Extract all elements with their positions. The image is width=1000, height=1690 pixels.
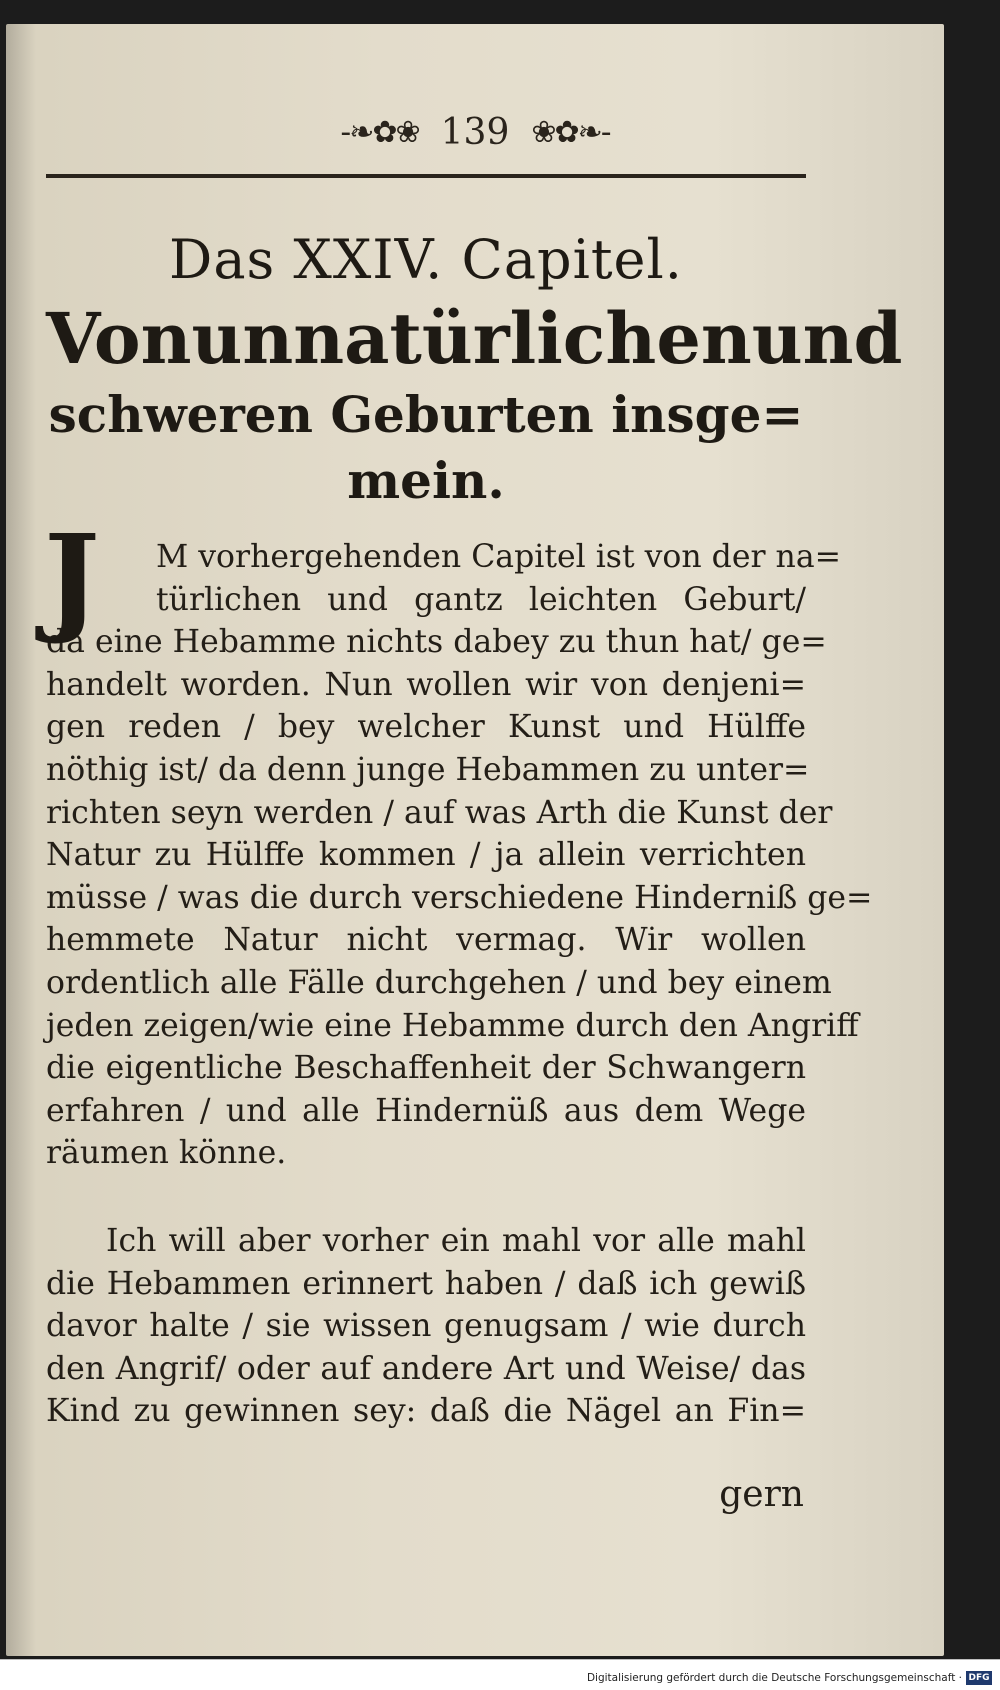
text-line: hemmete Natur nicht vermag. Wir wollen [46, 922, 806, 959]
text-line: nöthig ist/ da denn junge Hebammen zu unter= [46, 751, 810, 788]
text-line: jeden zeigen/wie eine Hebamme durch den Angriff [46, 1007, 859, 1044]
paragraph-1 [44, 508, 873, 1175]
chapter-title-block [46, 224, 903, 514]
text-line: Ich will aber vorher ein mahl vor alle mahl [106, 1223, 806, 1259]
paragraph-2 [46, 1220, 806, 1433]
page-gutter-shadow [6, 24, 36, 1656]
text-line: Kind zu gewinnen sey: daß die Nägel an Fin= [46, 1393, 806, 1430]
text-line: räumen könne. [46, 1135, 287, 1172]
title-line-2: schweren Geburten insge= [48, 385, 804, 444]
text-line: müsse / was die durch verschiedene Hinderniß ge= [46, 879, 873, 916]
catchword: gern [719, 1474, 804, 1515]
title-word: unnatürlichen [191, 297, 752, 380]
title-word: und [751, 297, 903, 380]
text-line: erfahren / und alle Hindernüß aus dem Wege [46, 1092, 806, 1129]
funding-credit: Digitalisierung gefördert durch die Deutsche Forschungsgemeinschaft · [586, 1672, 962, 1684]
ornament-left: -❧✿❀ [340, 115, 419, 150]
text-line: türlichen und gantz leichten Geburt/ [156, 581, 806, 618]
digitization-footer [0, 1659, 1000, 1690]
text-line: davor halte / sie wissen genugsam / wie durch [46, 1308, 806, 1345]
page-header [6, 112, 944, 153]
drop-cap: J [44, 508, 100, 647]
text-line: M vorhergehenden Capitel ist von der na= [156, 539, 842, 575]
text-line: da eine Hebamme nichts dabey zu thun hat/ ge= [46, 624, 827, 661]
text-line: die Hebammen erinnert haben / daß ich gewiß [46, 1265, 806, 1302]
title-line-3: mein. [347, 451, 505, 510]
text-line: richten seyn werden / auf was Arth die Kunst der [46, 794, 833, 831]
chapter-heading: Das XXIV. Capitel. [169, 228, 683, 291]
title-line-1 [46, 296, 903, 382]
title-word: Von [46, 297, 192, 380]
text-line: handelt worden. Nun wollen wir von denjeni= [46, 666, 806, 703]
text-line: gen reden / bey welcher Kunst und Hülffe [46, 709, 806, 746]
text-line: Natur zu Hülffe kommen / ja allein verrichten [46, 837, 806, 874]
text-line: den Angrif/ oder auf andere Art und Weise/ das [46, 1350, 806, 1387]
ornament-right: ❀✿❧- [531, 115, 610, 150]
text-line: ordentlich alle Fälle durchgehen / und bey einem [46, 964, 832, 1001]
dfg-logo: DFG [966, 1671, 992, 1685]
text-line: die eigentliche Beschaffenheit der Schwangern [46, 1050, 806, 1087]
book-page [6, 24, 944, 1656]
header-rule [46, 174, 806, 178]
page-number: 139 [440, 112, 510, 153]
